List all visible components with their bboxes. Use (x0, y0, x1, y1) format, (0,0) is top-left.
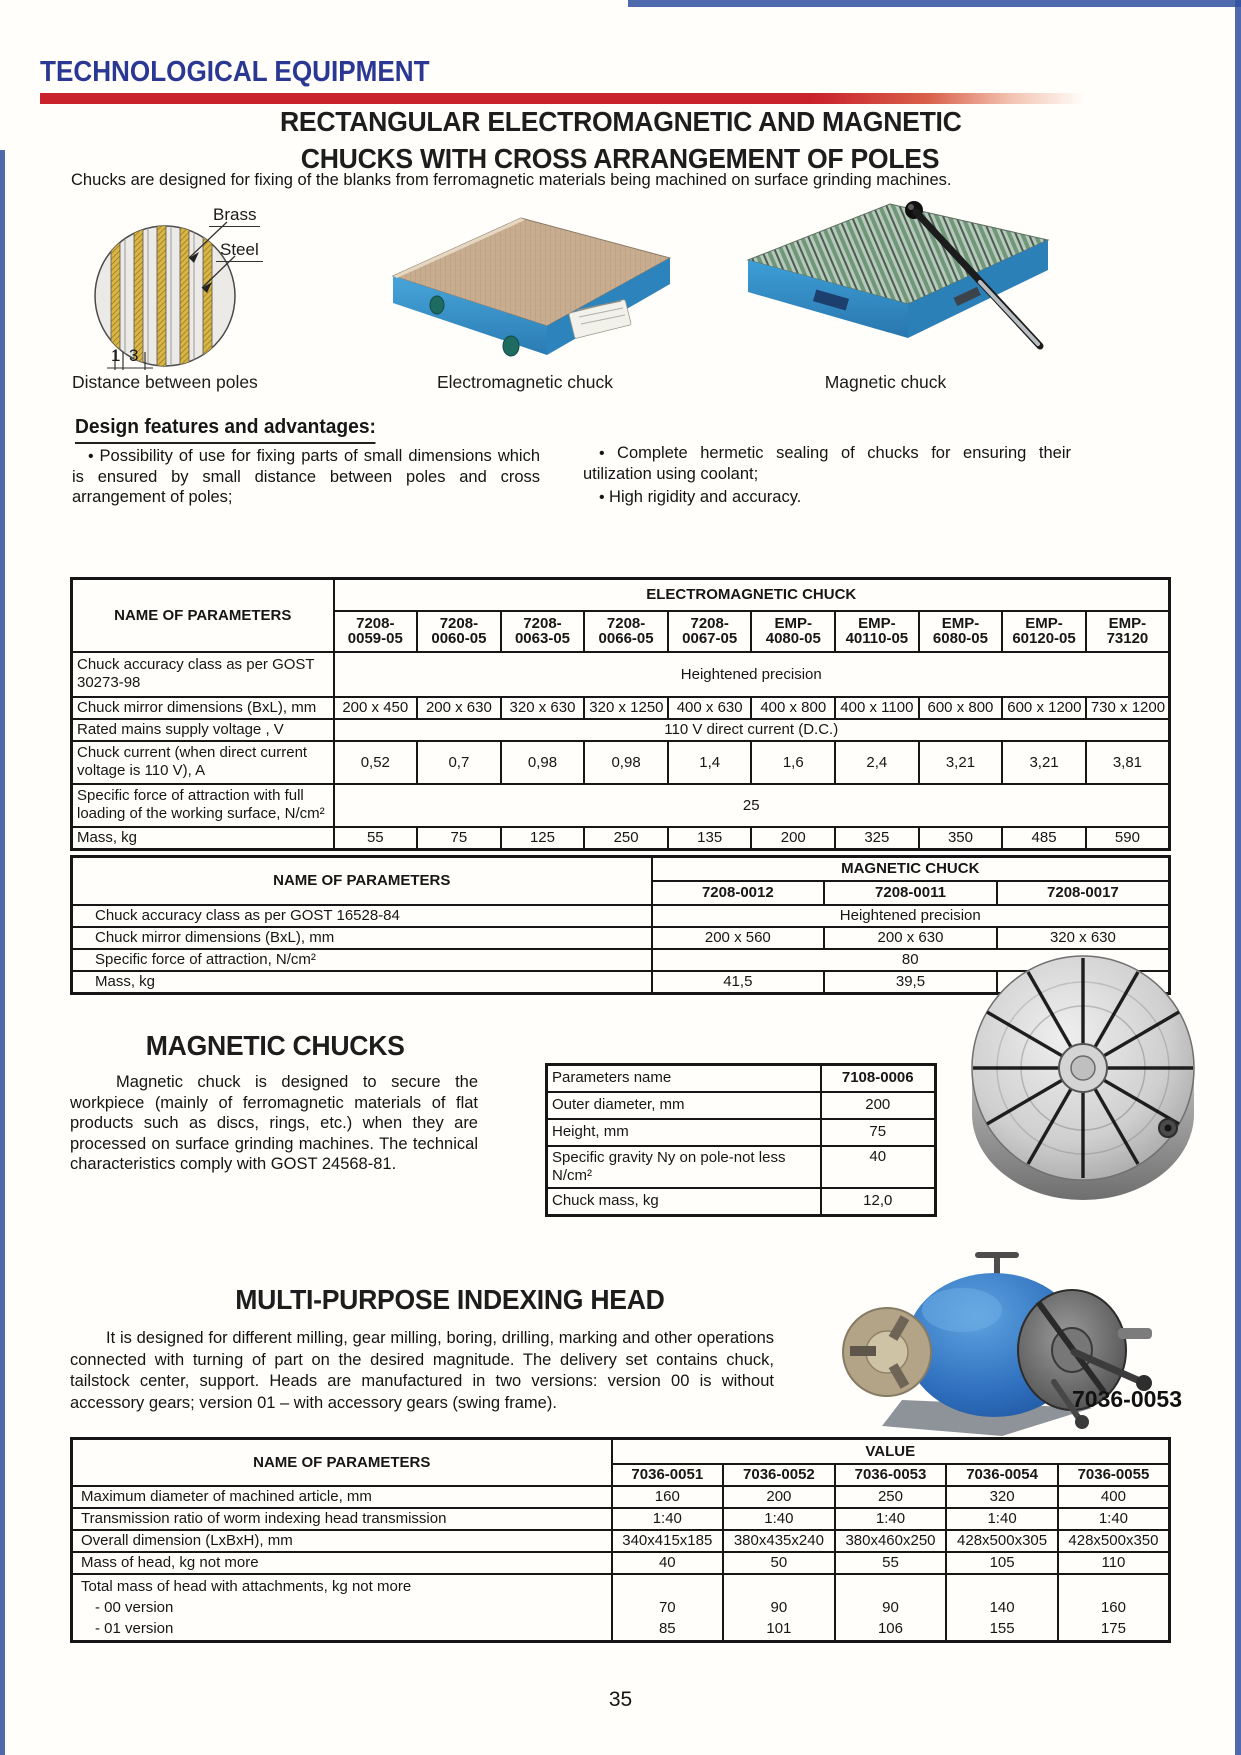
page-edge-top (628, 0, 1241, 7)
value-cell: 1,4 (668, 741, 752, 784)
feature-bullet: • Complete hermetic sealing of chucks for ensuring their utilization using coolant; (583, 443, 1071, 484)
design-features-right (583, 443, 1071, 511)
pole-diagram-caption: Distance between poles (72, 372, 258, 392)
value-cell: 200 x 630 (824, 927, 997, 949)
value-01: 101 (766, 1619, 792, 1637)
param-label: Chuck mirror dimensions (BxL), mm (72, 697, 334, 719)
value-cell: 1:40 (835, 1508, 947, 1530)
feature-bullet: • High rigidity and accuracy. (583, 487, 1071, 508)
value-cell: 428x500x305 (946, 1530, 1058, 1552)
brass-label: Brass (209, 205, 260, 227)
model-cell: EMP-40110-05 (835, 611, 919, 652)
model-cell: EMP-6080-05 (919, 611, 1003, 652)
indexing-head-heading-text: MULTI-PURPOSE INDEXING HEAD (235, 1284, 665, 1315)
value-cell: 0,52 (334, 741, 418, 784)
indexing-head-paragraph: It is designed for different milling, gear milling, boring, drilling, marking and other operations connected with turning of part on the desired magnitude. The delivery set contains chuck, tailstock center, support. Heads are manufactured in two versions: version 00 is without accessory gears; version 01 – with accessory gears (swing frame). (70, 1329, 774, 1412)
value-cell: 55 (835, 1552, 947, 1574)
indexing-head-table (70, 1437, 1171, 1643)
value-cell: 55 (334, 827, 418, 850)
value-cell: 75 (821, 1119, 936, 1146)
value-cell: 50 (723, 1552, 835, 1574)
param-label: Specific force of attraction with full loading of the working surface, N/cm² (72, 784, 334, 827)
feature-bullet: • Possibility of use for fixing parts of small dimensions which is ensured by small distance between poles and cross arrangement of poles; (72, 446, 540, 507)
param-label: Mass, kg (72, 827, 334, 850)
param-label: Total mass of head with attachments, kg not more (81, 1577, 412, 1595)
model-cell: 7036-0052 (723, 1464, 835, 1486)
value-cell: 400 x 800 (751, 697, 835, 719)
value-cell: 200 x 560 (652, 927, 825, 949)
value-cell: 250 (584, 827, 668, 850)
page-title-line2: CHUCKS WITH CROSS ARRANGEMENT OF POLES (301, 143, 940, 174)
value-cell: 1:40 (946, 1508, 1058, 1530)
value-cell: 400 (1058, 1486, 1170, 1508)
value-cell: 590 (1086, 827, 1170, 850)
value-cell: 105 (946, 1552, 1058, 1574)
value-cell: 3,21 (919, 741, 1003, 784)
value-cell: 1:40 (723, 1508, 835, 1530)
value-01: 85 (658, 1619, 676, 1637)
value-cell: 125 (501, 827, 585, 850)
magnetic-chuck-photo (718, 198, 1053, 362)
param-label: Height, mm (547, 1119, 821, 1146)
model-cell: 7208-0066-05 (584, 611, 668, 652)
value-cell: 110 (1058, 1552, 1170, 1574)
param-label: Rated mains supply voltage , V (72, 719, 334, 741)
value-cell: 730 x 1200 (1086, 697, 1170, 719)
intro-text: Chucks are designed for fixing of the blanks from ferromagnetic materials being machined on surface grinding machines. (71, 171, 952, 189)
value-cell: 600 x 1200 (1002, 697, 1086, 719)
param-label: Chuck current (when direct current voltage is 110 V), A (72, 741, 334, 784)
value-cell: 12,0 (821, 1188, 936, 1216)
magnetic-chucks-paragraph: Magnetic chuck is designed to secure the workpiece (mainly of ferromagnetic materials of flat products such as discs, rings, etc.) when they are processed on surface grinding machines. The technical characteristics comply with GOST 24568-81. (70, 1073, 478, 1173)
span-value: Heightened precision (334, 652, 1170, 697)
value-cell: 428x500x350 (1058, 1530, 1170, 1552)
value-01: 106 (877, 1619, 903, 1637)
value-cell: 485 (1002, 827, 1086, 850)
round-magnetic-chuck-photo (962, 918, 1204, 1223)
magnetic-chucks-heading-text: MAGNETIC CHUCKS (145, 1030, 405, 1061)
value-cell-group (723, 1574, 835, 1642)
model-cell: 7208-0059-05 (334, 611, 418, 652)
param-label: Outer diameter, mm (547, 1092, 821, 1119)
param-label: Chuck mass, kg (547, 1188, 821, 1216)
indexing-head-heading (70, 1284, 830, 1316)
value-cell: 400 x 1100 (835, 697, 919, 719)
pole-distance-diagram (85, 200, 285, 372)
value-cell: 200 (821, 1092, 936, 1119)
model-cell: 7208-0060-05 (417, 611, 501, 652)
span-value: 25 (334, 784, 1170, 827)
value-00: 70 (658, 1598, 676, 1616)
param-label: Maximum diameter of machined article, mm (72, 1486, 612, 1508)
design-features-heading: Design features and advantages: (75, 416, 376, 444)
steel-label: Steel (216, 240, 263, 262)
group-header-cell: VALUE (612, 1439, 1170, 1464)
param-label: Specific gravity Ny on pole-not less N/cm² (547, 1146, 821, 1188)
value-cell: 3,81 (1086, 741, 1170, 784)
value-00: 140 (989, 1598, 1015, 1616)
param-label: Mass of head, kg not more (72, 1552, 612, 1574)
value-cell: 0,7 (417, 741, 501, 784)
page-title (100, 106, 1141, 180)
model-cell: EMP-4080-05 (751, 611, 835, 652)
model-cell: 7036-0055 (1058, 1464, 1170, 1486)
page-number: 35 (608, 1688, 633, 1711)
value-cell: 1:40 (1058, 1508, 1170, 1530)
value-cell: 350 (919, 827, 1003, 850)
param-label: Transmission ratio of worm indexing head transmission (72, 1508, 612, 1530)
indexing-head-model-label: 7036-0053 (1072, 1386, 1182, 1412)
model-cell: 7208-0067-05 (668, 611, 752, 652)
value-cell: 200 (751, 827, 835, 850)
page-edge-right (1235, 0, 1241, 1755)
span-value: 80 (652, 949, 1170, 971)
value-cell: 0,98 (501, 741, 585, 784)
value-00: 90 (770, 1598, 788, 1616)
pole-dim-1: 1 (111, 346, 121, 365)
design-features-left (72, 446, 540, 510)
group-header-cell: MAGNETIC CHUCK (652, 857, 1170, 881)
value-cell: 320 x 1250 (584, 697, 668, 719)
value-cell: 40 (821, 1146, 936, 1188)
value-cell: 160 (612, 1486, 724, 1508)
electromagnetic-chuck-caption: Electromagnetic chuck (436, 372, 614, 392)
value-cell-group (835, 1574, 947, 1642)
value-cell: 135 (668, 827, 752, 850)
param-label: Parameters name (547, 1065, 821, 1092)
value-cell: 1,6 (751, 741, 835, 784)
model-cell: 7208-0063-05 (501, 611, 585, 652)
param-label: Chuck mirror dimensions (BxL), mm (72, 927, 652, 949)
value-cell: 0,98 (584, 741, 668, 784)
header-rule (40, 93, 1085, 104)
value-01: 155 (989, 1619, 1015, 1637)
value-cell: 600 x 800 (919, 697, 1003, 719)
value-cell: 380x435x240 (723, 1530, 835, 1552)
value-cell: 325 (835, 827, 919, 850)
model-cell: EMP-73120 (1086, 611, 1170, 652)
param-label: Overall dimension (LxBxH), mm (72, 1530, 612, 1552)
model-cell: 7036-0053 (835, 1464, 947, 1486)
page-title-line1: RECTANGULAR ELECTROMAGNETIC AND MAGNETIC (279, 106, 962, 137)
param-sublabel: - 01 version (95, 1619, 174, 1637)
pole-dim-3: 3 (129, 346, 139, 365)
param-label: Mass, kg (72, 971, 652, 994)
value-cell: 250 (835, 1486, 947, 1508)
value-cell: 200 (723, 1486, 835, 1508)
param-header-cell: NAME OF PARAMETERS (72, 579, 334, 652)
model-cell: 7208-0012 (652, 881, 825, 905)
page-edge-left (0, 150, 5, 1755)
value-cell-group (946, 1574, 1058, 1642)
value-cell: 380x460x250 (835, 1530, 947, 1552)
value-00: 90 (882, 1598, 899, 1616)
magnetic-chucks-heading (70, 1030, 480, 1062)
param-label: Specific force of attraction, N/cm² (72, 949, 652, 971)
value-00: 160 (1100, 1598, 1126, 1616)
model-cell: 7036-0051 (612, 1464, 724, 1486)
value-cell: 320 x 630 (501, 697, 585, 719)
round-chuck-table (545, 1063, 937, 1217)
param-label-group (72, 1574, 612, 1642)
section-header: TECHNOLOGICAL EQUIPMENT (40, 56, 430, 88)
value-cell: 400 x 630 (668, 697, 752, 719)
value-cell: 320 x 630 (997, 927, 1170, 949)
param-header-cell: NAME OF PARAMETERS (72, 857, 652, 905)
electromagnetic-chuck-table (70, 577, 1171, 851)
value-cell: 200 x 630 (417, 697, 501, 719)
value-cell: 39,5 (824, 971, 997, 994)
span-value: 110 V direct current (D.C.) (334, 719, 1170, 741)
value-cell-group (1058, 1574, 1170, 1642)
param-label: Chuck accuracy class as per GOST 16528-84 (72, 905, 652, 927)
model-cell: 7036-0054 (946, 1464, 1058, 1486)
param-header-cell: NAME OF PARAMETERS (72, 1439, 612, 1486)
value-cell-group (612, 1574, 724, 1642)
magnetic-chuck-caption: Magnetic chuck (824, 372, 947, 392)
span-value: Heightened precision (652, 905, 1170, 927)
value-cell: 41,5 (652, 971, 825, 994)
value-cell: 340x415x185 (612, 1530, 724, 1552)
model-cell: EMP-60120-05 (1002, 611, 1086, 652)
value-cell: 1:40 (612, 1508, 724, 1530)
value-cell: 2,4 (835, 741, 919, 784)
value-cell: 320 (946, 1486, 1058, 1508)
model-cell: 7108-0006 (821, 1065, 936, 1092)
value-cell: 40 (612, 1552, 724, 1574)
param-sublabel: - 00 version (95, 1598, 174, 1616)
param-label: Chuck accuracy class as per GOST 30273-98 (72, 652, 334, 697)
value-cell: 75 (417, 827, 501, 850)
electromagnetic-chuck-photo (375, 210, 675, 362)
value-01: 175 (1100, 1619, 1126, 1637)
model-cell: 7208-0017 (997, 881, 1170, 905)
value-cell: 200 x 450 (334, 697, 418, 719)
model-cell: 7208-0011 (824, 881, 997, 905)
value-cell: 3,21 (1002, 741, 1086, 784)
group-header-cell: ELECTROMAGNETIC CHUCK (334, 579, 1170, 611)
